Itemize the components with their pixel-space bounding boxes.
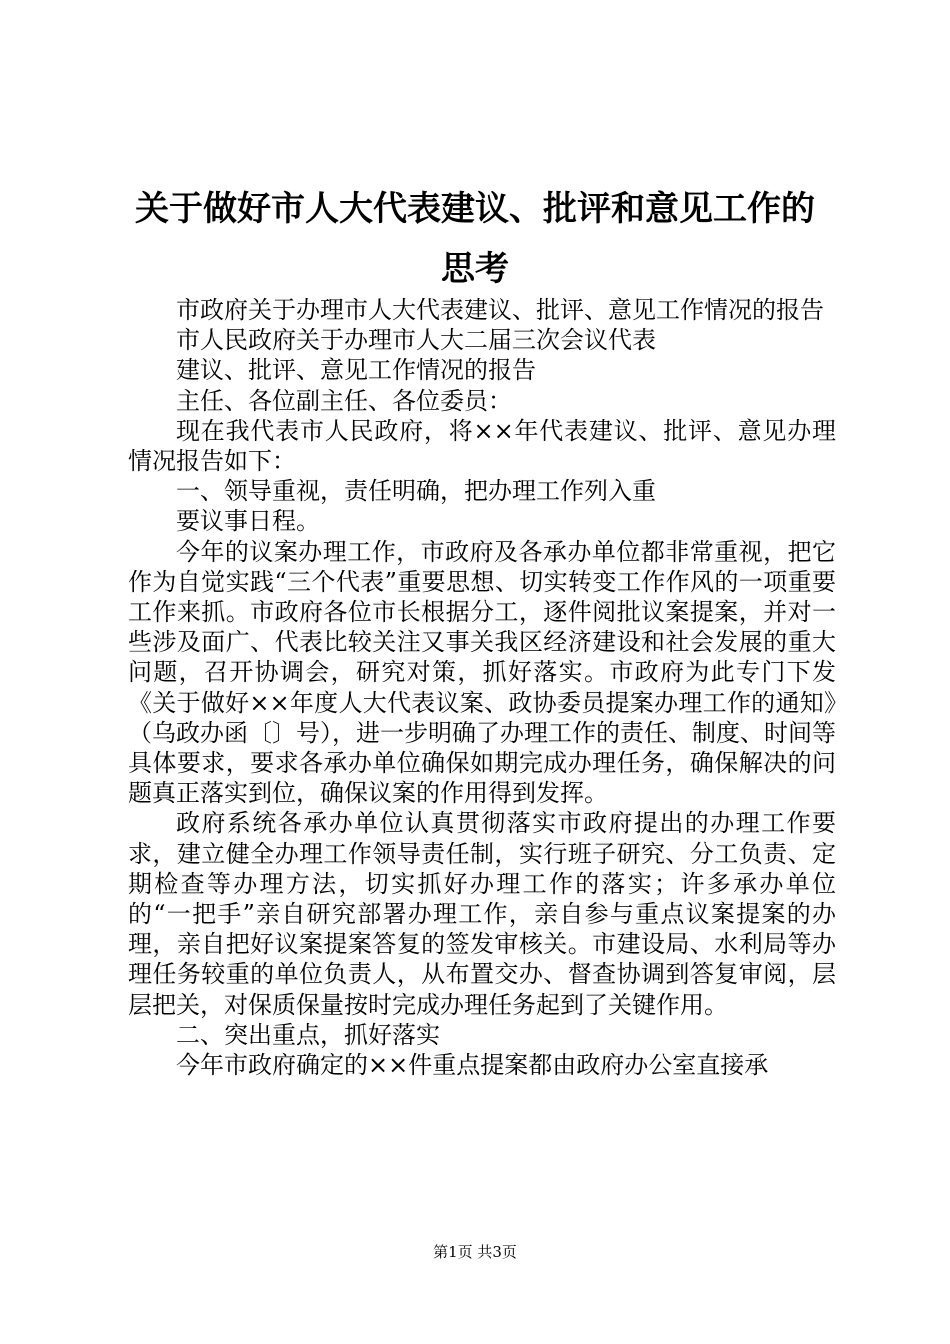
page-number-footer: 第1页 共3页	[433, 1243, 517, 1261]
paragraph: 市人民政府关于办理市人大二届三次会议代表	[176, 326, 656, 355]
document-title-line-2: 思考	[441, 249, 509, 289]
paragraph: 政府系统各承办单位认真贯彻落实市政府提出的办理工作要求，建立健全办理工作领导责任制，实行班子研究、分工负责、定期检查等办理方法，切实抓好办理工作的落实；许多承办单位的“一把手”亲自研究部署办理工作，亲自参与重点议案提案的办理，亲自把好议案提案答复的签发审核关。市建设局、水利局等办理任务较重的单位负责人，从布置交办、督查协调到答复审阅，层层把关，对保质保量按时完成办理任务起到了关键作用。	[128, 809, 836, 1019]
paragraph: 建议、批评、意见工作情况的报告	[176, 356, 536, 385]
section-heading-continuation: 要议事日程。	[176, 507, 320, 536]
paragraph: 主任、各位副主任、各位委员：	[176, 386, 512, 415]
section-heading: 二、突出重点，抓好落实	[176, 1020, 440, 1049]
paragraph: 今年的议案办理工作，市政府及各承办单位都非常重视，把它作为自觉实践“三个代表”重要思想、切实转变工作作风的一项重要工作来抓。市政府各位市长根据分工，逐件阅批议案提案，并对一些涉及面广、代表比较关注又事关我区经济建设和社会发展的重大问题，召开协调会，研究对策，抓好落实。市政府为此专门下发《关于做好××年度人大代表议案、政协委员提案办理工作的通知》（乌政办函〔〕号），进一步明确了办理工作的责任、制度、时间等具体要求，要求各承办单位确保如期完成办理任务，确保解决的问题真正落实到位，确保议案的作用得到发挥。	[128, 537, 836, 808]
section-heading: 一、领导重视，责任明确，把办理工作列入重	[176, 477, 656, 506]
document-title-line-1: 关于做好市人大代表建议、批评和意见工作的	[135, 189, 815, 229]
paragraph: 今年市政府确定的××件重点提案都由政府办公室直接承	[176, 1051, 769, 1080]
paragraph: 市政府关于办理市人大代表建议、批评、意见工作情况的报告	[176, 296, 824, 324]
paragraph: 现在我代表市人民政府，将××年代表建议、批评、意见办理情况报告如下：	[128, 416, 836, 476]
document-body	[128, 295, 836, 1080]
